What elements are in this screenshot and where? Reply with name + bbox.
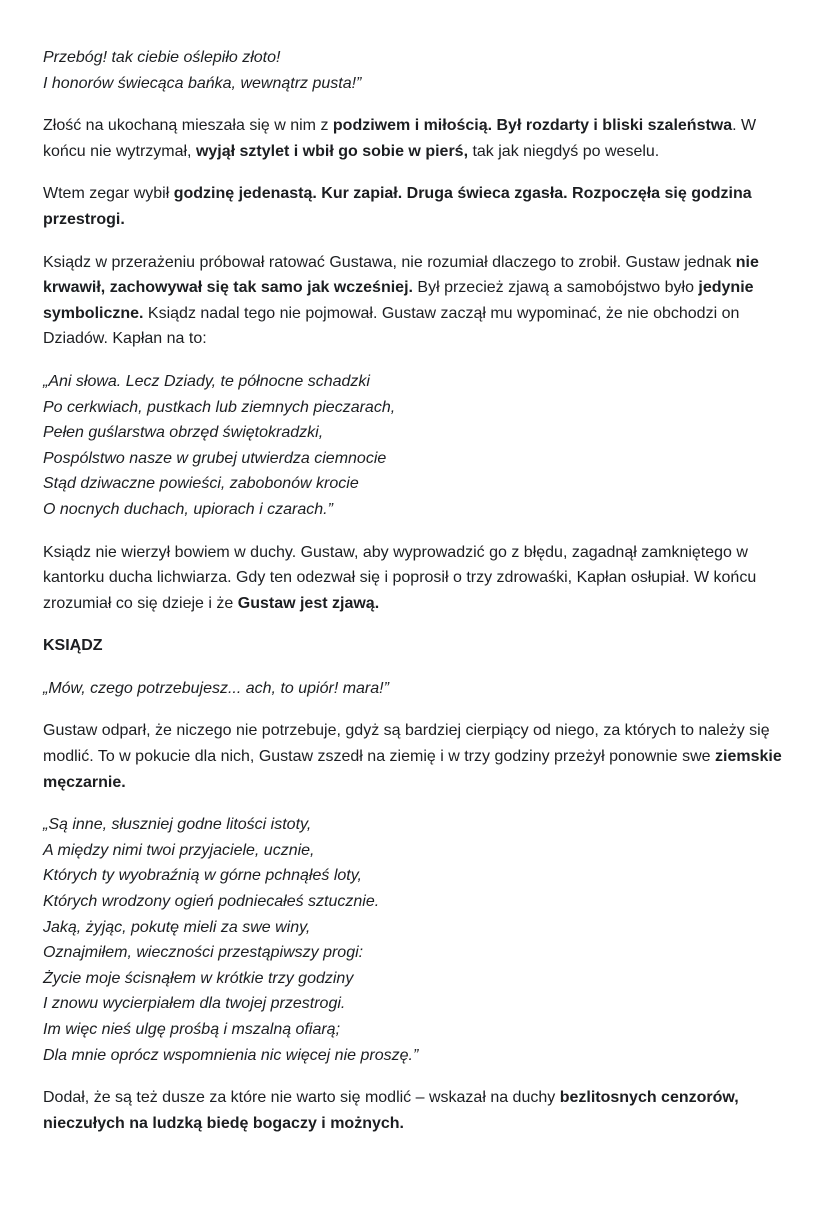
paragraph (43, 181, 784, 232)
dziady-verse (43, 369, 784, 523)
verse-line: A między nimi twoi przyjaciele, ucznie, (43, 841, 315, 859)
verse-line: O nocnych duchach, upiorach i czarach.” (43, 500, 333, 518)
body-text: tak jak niegdyś po weselu. (468, 142, 660, 160)
opening-quote (43, 45, 784, 96)
paragraph (43, 113, 784, 164)
verse-line: Przebóg! tak ciebie oślepiło złoto! (43, 49, 281, 66)
emphasis-text: bezlitosnych cenzorów, nieczułych na ludzką biedę bogaczy i możnych. (43, 1089, 739, 1132)
verse-line: Jaką, żyjąc, pokutę mieli za swe winy, (43, 918, 311, 936)
verse-line: Których ty wyobraźnią w górne pchnąłeś loty, (43, 867, 362, 885)
paragraph (43, 250, 784, 352)
verse-line: Dla mnie oprócz wspomnienia nic więcej nie proszę.” (43, 1046, 419, 1064)
body-text: Złość na ukochaną mieszała się w nim z (43, 117, 333, 135)
emphasis-text: ziemskie męczarnie. (43, 748, 782, 791)
body-text: Ksiądz nadal tego nie pojmował. Gustaw zaczął mu wypominać, że nie obchodzi on Dziadów. Kapłan na to: (43, 304, 740, 348)
section-heading: KSIĄDZ (43, 637, 103, 655)
emphasis-text: podziwem i miłością. Był rozdarty i bliski szaleństwa (332, 117, 733, 135)
verse-line: „Ani słowa. Lecz Dziady, te północne schadzki (43, 372, 370, 390)
verse-line: Oznajmiłem, wieczności przestąpiwszy progi: (43, 944, 364, 962)
emphasis-text: godzinę jedenastą. Kur zapiał. Druga świeca zgasła. Rozpoczęła się godzina przestrogi. (43, 185, 752, 228)
paragraph (43, 718, 784, 795)
gustaw-verse (43, 812, 784, 1068)
body-text: Ksiądz nie wierzył bowiem w duchy. Gustaw, aby wyprowadzić go z błędu, zagadnął zamkniętego w kantorku ducha lichwiarza. Gdy ten odezwał się i poprosił o trzy zdrowaśki, Kapłan osłupiał. W końcu zrozumiał co się dzieje i że (43, 543, 757, 612)
verse-line: Stąd dziwaczne powieści, zabobonów krocie (43, 475, 359, 493)
verse-line: Życie moje ścisnąłem w krótkie trzy godziny (43, 969, 354, 987)
body-text: Dodał, że są też dusze za które nie warto się modlić – wskazał na duchy (43, 1089, 560, 1107)
body-text: Ksiądz w przerażeniu próbował ratować Gustawa, nie rozumiał dlaczego to zrobił. Gustaw jednak (43, 253, 736, 271)
verse-line: Im więc nieś ulgę prośbą i mszalną ofiarą; (43, 1021, 341, 1038)
verse-line: Pełen guślarstwa obrzęd świętokradzki, (43, 424, 324, 442)
verse-line: Pospólstwo nasze w grubej utwierdza ciemnocie (43, 449, 387, 467)
paragraph (43, 1085, 784, 1136)
verse-line: „Są inne, słuszniej godne litości istoty, (43, 816, 312, 834)
emphasis-text: Gustaw jest zjawą. (237, 594, 380, 612)
emphasis-text: nie krwawił, zachowywał się tak samo jak wcześniej. (43, 253, 759, 297)
ksiadz-quote (43, 676, 784, 702)
verse-line: Których wrodzony ogień podniecałeś sztucznie. (43, 893, 380, 911)
body-text: Wtem zegar wybił (43, 185, 174, 203)
emphasis-text: jedynie symboliczne. (43, 279, 754, 322)
verse-line: I znowu wycierpiałem dla twojej przestrogi. (43, 995, 346, 1013)
document-content (43, 45, 784, 1136)
emphasis-text: wyjął sztylet i wbił go sobie w pierś, (195, 142, 469, 160)
body-text: Gustaw odparł, że niczego nie potrzebuje, gdyż są bardziej cierpiący od niego, za których to należy się modlić. To w pokucie dla nich, Gustaw zszedł na ziemię i w trzy godziny przeżył ponownie swe (43, 722, 770, 766)
verse-line: Po cerkwiach, pustkach lub ziemnych pieczarach, (43, 398, 396, 416)
verse-line: I honorów świecąca bańka, wewnątrz pusta!” (43, 74, 362, 92)
body-text: . W końcu nie wytrzymał, (43, 117, 757, 160)
verse-line: „Mów, czego potrzebujesz... ach, to upiór! mara!” (43, 679, 389, 697)
body-text: Był przecież zjawą a samobójstwo było (412, 279, 699, 297)
paragraph (43, 540, 784, 617)
